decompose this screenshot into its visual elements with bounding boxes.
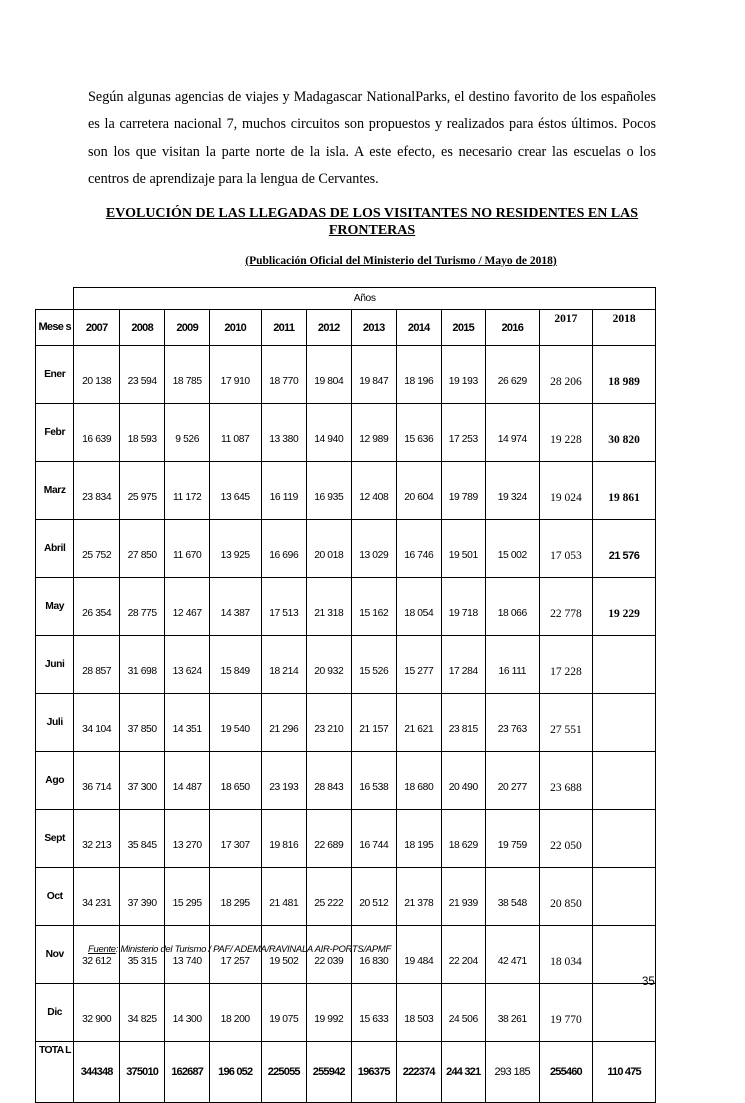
total-cell: 196375 [351,1042,397,1103]
data-cell: 25 752 [74,520,120,578]
table-row [36,810,656,868]
data-cell: 18 066 [486,578,540,636]
data-cell: 22 778 [539,578,593,636]
year-header: 2010 [209,310,261,346]
year-header: 2013 [351,310,397,346]
year-header: 2008 [119,310,165,346]
arrivals-table [35,287,656,1103]
year-header: 2007 [74,310,120,346]
data-cell: 18 989 [593,346,656,404]
data-cell: 13 029 [351,520,397,578]
data-cell: 38 261 [486,984,540,1042]
data-cell: 23 763 [486,694,540,752]
month-label: Febr [36,404,74,462]
data-cell: 20 277 [486,752,540,810]
data-cell: 16 639 [74,404,120,462]
data-cell: 17 284 [441,636,486,694]
data-cell: 19 847 [351,346,397,404]
data-cell: 24 506 [441,984,486,1042]
data-cell: 19 759 [486,810,540,868]
data-cell: 13 740 [165,926,210,984]
data-cell: 15 162 [351,578,397,636]
data-cell: 23 210 [307,694,352,752]
year-header: 2014 [397,310,442,346]
data-cell: 13 925 [209,520,261,578]
table-row [36,752,656,810]
data-cell: 34 104 [74,694,120,752]
data-cell: 21 481 [261,868,307,926]
data-cell: 18 680 [397,752,442,810]
data-cell: 30 820 [593,404,656,462]
data-cell: 19 324 [486,462,540,520]
data-cell: 28 206 [539,346,593,404]
data-cell: 22 204 [441,926,486,984]
data-cell: 28 857 [74,636,120,694]
data-cell: 18 650 [209,752,261,810]
total-cell: 375010 [119,1042,165,1103]
table-row [36,694,656,752]
data-cell: 15 002 [486,520,540,578]
month-label: Ago [36,752,74,810]
data-cell: 26 354 [74,578,120,636]
data-cell: 23 193 [261,752,307,810]
data-cell: 25 222 [307,868,352,926]
data-cell: 21 621 [397,694,442,752]
data-cell: 13 380 [261,404,307,462]
data-cell: 16 746 [397,520,442,578]
data-cell: 15 633 [351,984,397,1042]
data-cell: 18 054 [397,578,442,636]
source-label: Fuente [88,944,116,955]
data-cell [593,810,656,868]
table-row [36,984,656,1042]
data-cell: 14 974 [486,404,540,462]
year-header: 2011 [261,310,307,346]
data-cell: 18 034 [539,926,593,984]
data-cell: 28 775 [119,578,165,636]
data-cell: 19 789 [441,462,486,520]
data-cell: 32 612 [74,926,120,984]
year-header: 2009 [165,310,210,346]
data-cell: 21 576 [593,520,656,578]
data-cell: 16 696 [261,520,307,578]
data-cell: 11 670 [165,520,210,578]
data-cell: 16 119 [261,462,307,520]
table-row [36,346,656,404]
data-cell: 15 295 [165,868,210,926]
table-body [36,288,656,1103]
data-cell: 19 024 [539,462,593,520]
header-row [36,310,656,346]
data-cell: 23 594 [119,346,165,404]
data-cell: 19 501 [441,520,486,578]
data-cell: 31 698 [119,636,165,694]
data-cell: 16 538 [351,752,397,810]
data-cell: 17 253 [441,404,486,462]
data-cell: 17 257 [209,926,261,984]
month-label: Dic [36,984,74,1042]
month-label: Sept [36,810,74,868]
page-number: 35 [642,976,655,988]
data-cell: 13 645 [209,462,261,520]
data-cell: 42 471 [486,926,540,984]
data-cell: 35 315 [119,926,165,984]
data-cell: 37 390 [119,868,165,926]
data-cell [593,752,656,810]
year-header: 2016 [486,310,540,346]
years-group-header: Años [74,288,656,310]
data-cell: 18 770 [261,346,307,404]
total-cell: 196 052 [209,1042,261,1103]
data-cell: 20 932 [307,636,352,694]
data-cell: 27 551 [539,694,593,752]
month-label: Ener [36,346,74,404]
data-cell: 17 513 [261,578,307,636]
data-cell: 13 270 [165,810,210,868]
total-cell: 344348 [74,1042,120,1103]
data-cell: 34 825 [119,984,165,1042]
data-cell [593,926,656,984]
data-cell: 18 629 [441,810,486,868]
data-cell: 28 843 [307,752,352,810]
data-cell: 18 593 [119,404,165,462]
data-cell: 37 300 [119,752,165,810]
data-cell: 36 714 [74,752,120,810]
total-cell: 162687 [165,1042,210,1103]
table-row [36,462,656,520]
month-label: Nov [36,926,74,984]
table-subtitle-text: (Publicación Oficial del Ministerio del Turismo / Mayo de 2018) [245,255,557,267]
data-cell [593,636,656,694]
data-cell: 20 604 [397,462,442,520]
data-cell: 19 193 [441,346,486,404]
total-cell: 255460 [539,1042,593,1103]
data-cell: 38 548 [486,868,540,926]
data-cell: 22 039 [307,926,352,984]
data-cell: 34 231 [74,868,120,926]
total-row [36,1042,656,1103]
months-header: Mese s [36,310,74,346]
data-cell: 17 053 [539,520,593,578]
data-cell: 32 213 [74,810,120,868]
source-note [88,944,391,955]
data-cell: 13 624 [165,636,210,694]
data-cell: 19 484 [397,926,442,984]
corner-cell [36,288,74,310]
table-row [36,520,656,578]
data-cell: 19 992 [307,984,352,1042]
month-label: May [36,578,74,636]
total-cell: 255942 [307,1042,352,1103]
data-cell: 32 900 [74,984,120,1042]
data-cell: 19 075 [261,984,307,1042]
data-cell: 16 744 [351,810,397,868]
total-cell: 222374 [397,1042,442,1103]
data-cell: 37 850 [119,694,165,752]
total-cell: 293 185 [486,1042,540,1103]
years-group-row [36,288,656,310]
data-cell: 19 861 [593,462,656,520]
data-cell: 15 277 [397,636,442,694]
table-row [36,578,656,636]
data-cell [593,694,656,752]
year-header: 2012 [307,310,352,346]
month-label: Abril [36,520,74,578]
total-cell: 244 321 [441,1042,486,1103]
data-cell: 19 502 [261,926,307,984]
data-cell [593,868,656,926]
data-cell: 21 318 [307,578,352,636]
data-cell: 16 111 [486,636,540,694]
data-cell: 35 845 [119,810,165,868]
data-cell: 11 172 [165,462,210,520]
data-cell: 22 050 [539,810,593,868]
data-cell: 21 939 [441,868,486,926]
data-cell: 21 157 [351,694,397,752]
data-cell: 18 195 [397,810,442,868]
year-header: 2017 [539,310,593,346]
data-cell: 19 718 [441,578,486,636]
month-label: Oct [36,868,74,926]
data-cell: 12 467 [165,578,210,636]
data-cell: 22 689 [307,810,352,868]
data-cell: 14 351 [165,694,210,752]
total-cell: 110 475 [593,1042,656,1103]
data-cell: 12 989 [351,404,397,462]
month-label: Juli [36,694,74,752]
data-cell: 23 834 [74,462,120,520]
data-cell: 16 935 [307,462,352,520]
total-cell: 225055 [261,1042,307,1103]
data-cell: 15 526 [351,636,397,694]
data-cell: 18 785 [165,346,210,404]
month-label: Marz [36,462,74,520]
table-row [36,868,656,926]
data-cell: 18 200 [209,984,261,1042]
data-cell: 26 629 [486,346,540,404]
data-cell: 23 815 [441,694,486,752]
total-label: TOTA L [36,1042,74,1103]
data-cell: 17 307 [209,810,261,868]
data-cell: 11 087 [209,404,261,462]
table-subtitle [88,255,656,267]
data-cell: 19 804 [307,346,352,404]
data-cell [593,984,656,1042]
data-cell: 18 196 [397,346,442,404]
data-cell: 21 378 [397,868,442,926]
data-cell: 21 296 [261,694,307,752]
intro-paragraph: Según algunas agencias de viajes y Madagascar NationalParks, el destino favorito de los españoles es la carretera nacional 7, muchos circuitos son propuestos y realizados para éstos últimos. Pocos son los que visitan la parte norte de la isla. A este efecto, es necesario crear las escuelas o los centros de aprendizaje para la lengua de Cervantes. [88,89,656,187]
data-cell: 18 214 [261,636,307,694]
data-cell: 15 849 [209,636,261,694]
data-cell: 27 850 [119,520,165,578]
data-cell: 19 540 [209,694,261,752]
data-cell: 20 850 [539,868,593,926]
data-cell: 20 490 [441,752,486,810]
year-header: 2015 [441,310,486,346]
data-cell: 19 228 [539,404,593,462]
data-cell: 12 408 [351,462,397,520]
month-label: Juni [36,636,74,694]
data-cell: 17 910 [209,346,261,404]
data-cell: 17 228 [539,636,593,694]
data-cell: 16 830 [351,926,397,984]
data-cell: 19 816 [261,810,307,868]
data-cell: 14 487 [165,752,210,810]
table-row [36,404,656,462]
data-cell: 9 526 [165,404,210,462]
source-text: : Ministerio del Turismo / PAF/ ADEMA/RAVINALA AIR-PORTS/APMF [115,944,391,955]
data-cell: 20 512 [351,868,397,926]
data-cell: 20 018 [307,520,352,578]
data-cell: 25 975 [119,462,165,520]
data-cell: 23 688 [539,752,593,810]
data-cell: 14 387 [209,578,261,636]
data-cell: 18 295 [209,868,261,926]
year-header: 2018 [593,310,656,346]
table-title: EVOLUCIÓN DE LAS LLEGADAS DE LOS VISITANTES NO RESIDENTES EN LAS FRONTERAS [105,206,639,238]
data-cell: 15 636 [397,404,442,462]
data-cell: 19 229 [593,578,656,636]
data-cell: 18 503 [397,984,442,1042]
table-row [36,636,656,694]
data-cell: 20 138 [74,346,120,404]
data-cell: 19 770 [539,984,593,1042]
data-cell: 14 940 [307,404,352,462]
data-cell: 14 300 [165,984,210,1042]
